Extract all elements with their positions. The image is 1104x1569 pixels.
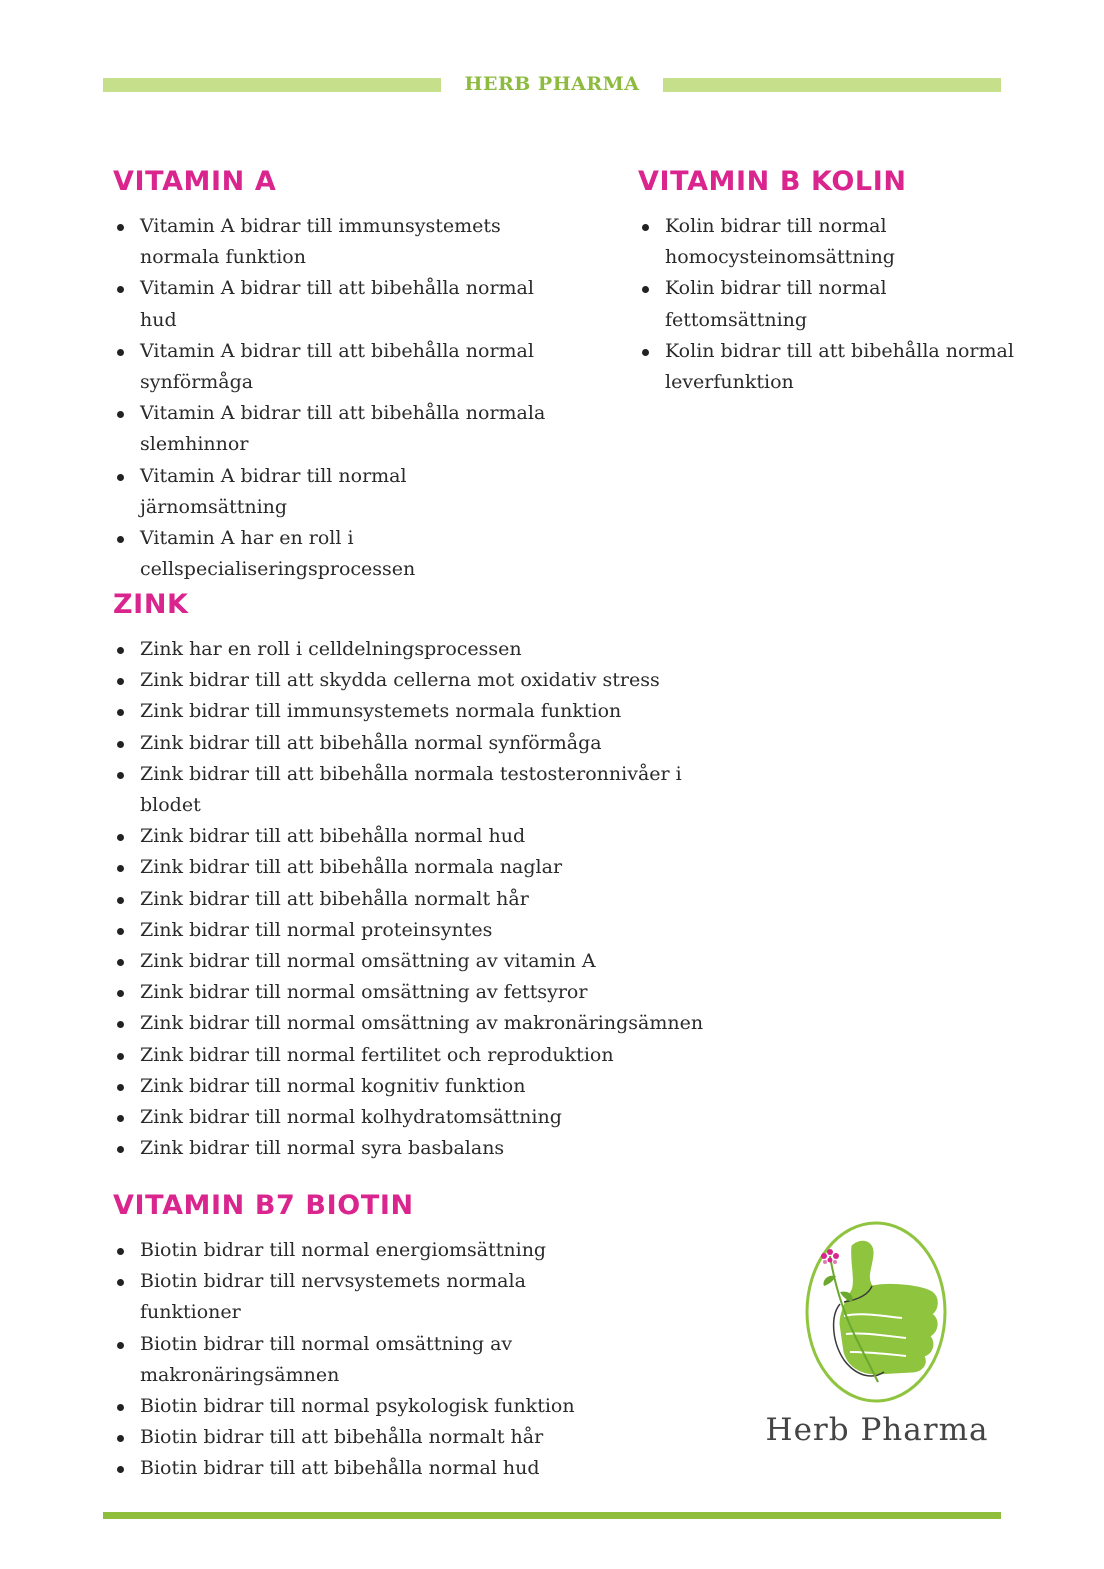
list-item: Kolin bidrar till att bibehålla normal leverfunktion [638, 336, 1018, 398]
list-item: Biotin bidrar till normal omsättning av makronäringsämnen [113, 1329, 613, 1391]
list-item: Zink bidrar till normal fertilitet och reproduktion [113, 1040, 733, 1071]
list-item: Zink bidrar till normal omsättning av vitamin A [113, 946, 733, 977]
thumbs-up-flower-icon [752, 1220, 1002, 1410]
section-title: VITAMIN B KOLIN [638, 166, 907, 197]
list-item: Kolin bidrar till normal fettomsättning [638, 273, 1018, 335]
header-bar-left [103, 78, 441, 92]
list-item: Zink bidrar till immunsystemets normala funktion [113, 696, 733, 727]
footer-bar [103, 1512, 1001, 1519]
section-zink [113, 589, 733, 1164]
logo-text: Herb Pharma [765, 1412, 989, 1448]
header-bar-right [663, 78, 1001, 92]
list-item: Zink bidrar till normal proteinsyntes [113, 915, 733, 946]
list-item: Zink bidrar till att bibehålla normala testosteronnivåer i blodet [113, 759, 733, 821]
list-item: Vitamin A bidrar till att bibehålla normala slemhinnor [113, 398, 553, 460]
list-item: Zink bidrar till att skydda cellerna mot oxidativ stress [113, 665, 733, 696]
list-item: Biotin bidrar till normal energiomsättning [113, 1235, 613, 1266]
section-vitamin-a [113, 166, 553, 585]
list-item: Vitamin A har en roll i cellspecialiseringsprocessen [113, 523, 553, 585]
list-item: Biotin bidrar till normal psykologisk funktion [113, 1391, 613, 1422]
list-item: Biotin bidrar till att bibehålla normal hud [113, 1453, 613, 1484]
list-item: Zink bidrar till normal kolhydratomsättning [113, 1102, 733, 1133]
list-item: Vitamin A bidrar till att bibehålla normal hud [113, 273, 553, 335]
section-title: ZINK [113, 589, 189, 620]
list-item: Biotin bidrar till att bibehålla normalt hår [113, 1422, 613, 1453]
bullet-list [113, 634, 733, 1164]
list-item: Kolin bidrar till normal homocysteinomsättning [638, 211, 1018, 273]
header-title: HERB PHARMA [464, 73, 640, 95]
list-item: Zink bidrar till normal omsättning av fettsyror [113, 977, 733, 1008]
list-item: Vitamin A bidrar till immunsystemets normala funktion [113, 211, 553, 273]
list-item: Zink bidrar till normal syra basbalans [113, 1133, 733, 1164]
list-item: Vitamin A bidrar till normal järnomsättning [113, 461, 553, 523]
bullet-list [113, 211, 553, 585]
list-item: Zink bidrar till normal omsättning av makronäringsämnen [113, 1008, 733, 1039]
bullet-list [113, 1235, 613, 1485]
section-vitamin-b7-biotin [113, 1190, 613, 1485]
section-title: VITAMIN B7 BIOTIN [113, 1190, 414, 1221]
herb-pharma-logo [752, 1220, 1002, 1460]
bullet-list [638, 211, 1018, 398]
list-item: Biotin bidrar till nervsystemets normala funktioner [113, 1266, 613, 1328]
list-item: Zink bidrar till normal kognitiv funktion [113, 1071, 733, 1102]
list-item: Zink bidrar till att bibehålla normal synförmåga [113, 728, 733, 759]
list-item: Zink har en roll i celldelningsprocessen [113, 634, 733, 665]
list-item: Zink bidrar till att bibehålla normalt hår [113, 884, 733, 915]
section-title: VITAMIN A [113, 166, 277, 197]
list-item: Vitamin A bidrar till att bibehålla normal synförmåga [113, 336, 553, 398]
list-item: Zink bidrar till att bibehålla normala naglar [113, 852, 733, 883]
section-vitamin-b-kolin [638, 166, 1018, 398]
list-item: Zink bidrar till att bibehålla normal hud [113, 821, 733, 852]
